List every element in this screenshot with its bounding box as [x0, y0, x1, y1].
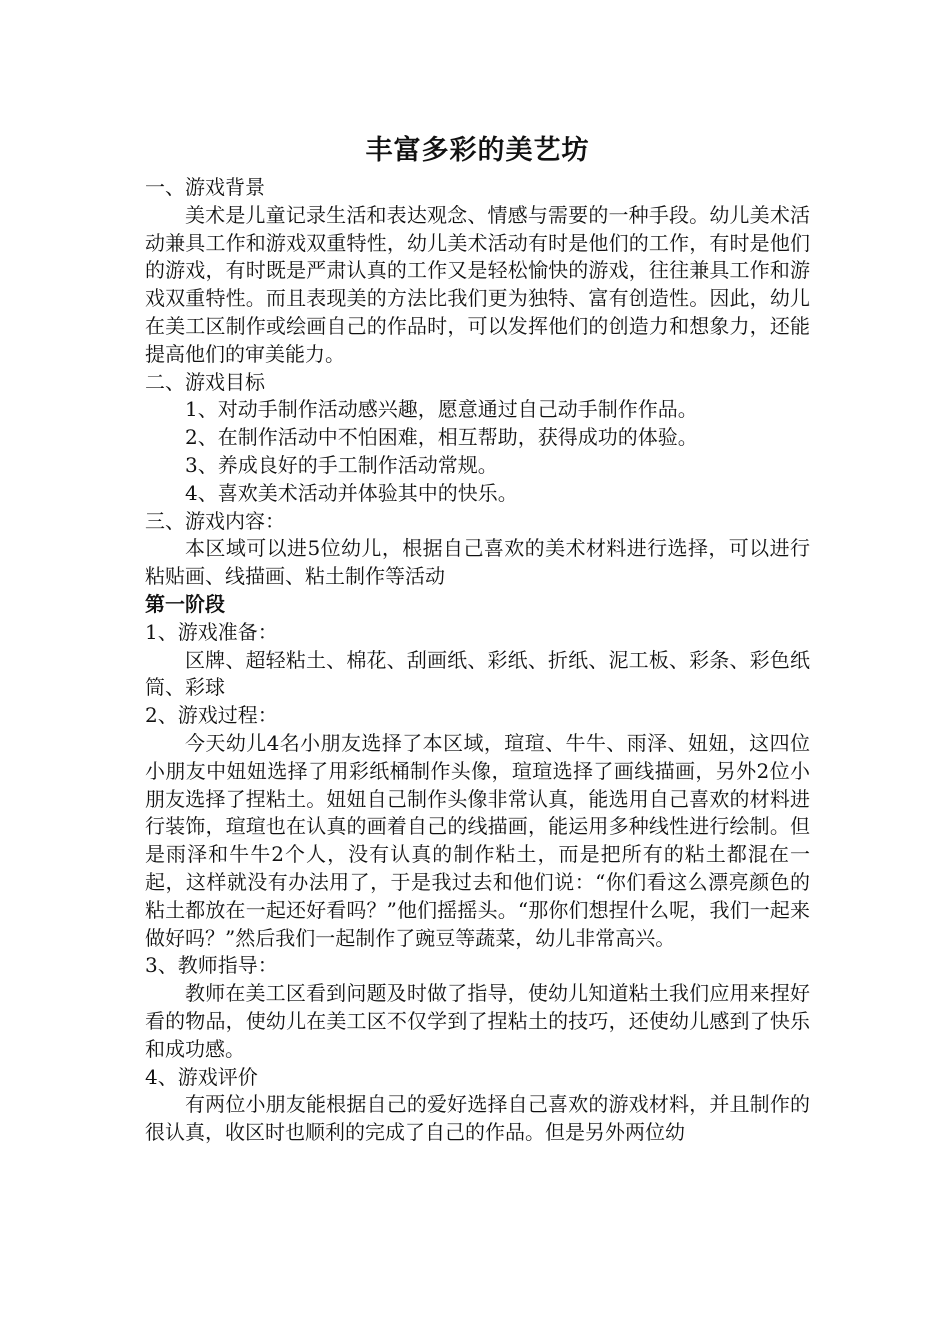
background-paragraph: 美术是儿童记录生活和表达观念、情感与需要的一种手段。幼儿美术活动兼具工作和游戏双重特性，幼儿美术活动有时是他们的工作，有时是他们的游戏，有时既是严肃认真的工作又是轻松愉快的游戏，往往兼具工作和游戏双重特性。而且表现美的方法比我们更为独特、富有创造性。因此，幼儿在美工区制作或绘画自己的作品时，可以发挥他们的创造力和想象力，还能提高他们的审美能力。	[145, 202, 810, 366]
section-heading-goals: 二、游戏目标	[145, 369, 265, 394]
section-heading-content: 三、游戏内容：	[145, 508, 285, 533]
document-title: 丰富多彩的美艺坊	[365, 135, 590, 166]
goal-item: 3、养成良好的手工制作活动常规。	[185, 452, 498, 477]
content-paragraph: 本区域可以进5位幼儿，根据自己喜欢的美术材料进行选择，可以进行粘贴画、线描画、粘土制作等活动	[145, 536, 810, 589]
stage-heading: 第一阶段	[145, 591, 225, 616]
guide-paragraph: 教师在美工区看到问题及时做了指导，使幼儿知道粘土我们应用来捏好看的物品，使幼儿在美工区不仅学到了捏粘土的技巧，还使幼儿感到了快乐和成功感。	[145, 981, 810, 1061]
process-paragraph: 今天幼儿4名小朋友选择了本区域，瑄瑄、牛牛、雨泽、妞妞，这四位小朋友中妞妞选择了用彩纸桶制作头像，瑄瑄选择了画线描画，另外2位小朋友选择了捏粘土。妞妞自己制作头像非常认真，能选用自己喜欢的材料进行装饰，瑄瑄也在认真的画着自己的线描画，能运用多种线性进行绘制。但是雨泽和牛牛2个人，没有认真的制作粘土，而是把所有的粘土都混在一起，这样就没有办法用了，于是我过去和他们说：“你们看这么漂亮颜色的粘土都放在一起还好看吗？”他们摇摇头。“那你们想捏什么呢，我们一起来做好吗？”然后我们一起制作了豌豆等蔬菜，幼儿非常高兴。	[145, 730, 810, 950]
goal-item: 2、在制作活动中不怕困难，相互帮助，获得成功的体验。	[185, 425, 698, 450]
guide-heading: 3、教师指导：	[145, 953, 278, 978]
document-page	[145, 128, 810, 1147]
goal-item: 1、对动手制作活动感兴趣，愿意通过自己动手制作作品。	[185, 397, 698, 422]
evaluation-heading: 4、游戏评价	[145, 1064, 258, 1089]
prep-paragraph: 区牌、超轻粘土、棉花、刮画纸、彩纸、折纸、泥工板、彩条、彩色纸筒、彩球	[145, 647, 810, 700]
prep-heading: 1、游戏准备：	[145, 619, 278, 644]
evaluation-paragraph: 有两位小朋友能根据自己的爱好选择自己喜欢的游戏材料，并且制作的很认真，收区时也顺利的完成了自己的作品。但是另外两位幼	[145, 1092, 810, 1145]
goal-item: 4、喜欢美术活动并体验其中的快乐。	[185, 480, 518, 505]
process-heading: 2、游戏过程：	[145, 703, 278, 728]
section-heading-background: 一、游戏背景	[145, 175, 265, 199]
